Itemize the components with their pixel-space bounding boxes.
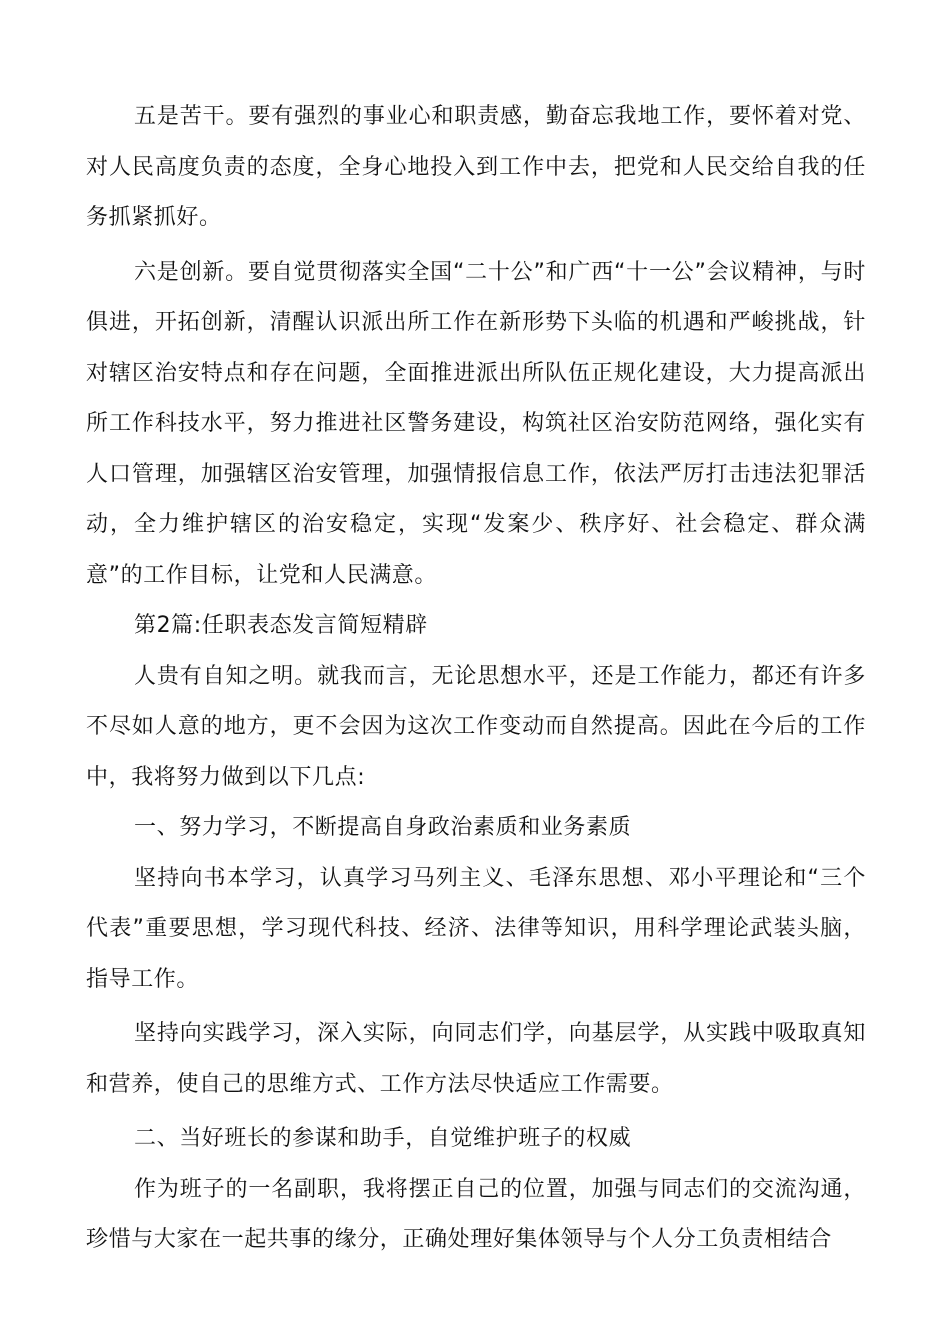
paragraph-practice-study: 坚持向实践学习，深入实际，向同志们学，向基层学，从实践中吸取真知和营养，使自己的思维方式、工作方法尽快适应工作需要。 [86, 1021, 866, 1097]
paragraph-deputy-role: 作为班子的一名副职，我将摆正自己的位置，加强与同志们的交流沟通，珍惜与大家在一起共事的缘分，正确处理好集体领导与个人分工负责相结合 [86, 1176, 866, 1252]
paragraph-innovation: 六是创新。要自觉贯彻落实全国“二十公”和广西“十一公”会议精神，与时俱进，开拓创新，清醒认识派出所工作在新形势下头临的机遇和严峻挑战，针对辖区治安特点和存在问题，全面推进派出所队伍正规化建设，大力提高派出所工作科技水平，努力推进社区警务建设，构筑社区治安防范网络，强化实有人口管理，加强辖区治安管理，加强情报信息工作，依法严厉打击违法犯罪活动，全力维护辖区的治安稳定，实现“发案少、秩序好、社会稳定、群众满意”的工作目标，让党和人民满意。 [86, 259, 866, 588]
paragraph-self-knowledge: 人贵有自知之明。就我而言，无论思想水平，还是工作能力，都还有许多不尽如人意的地方，更不会因为这次工作变动而自然提高。因此在今后的工作中，我将努力做到以下几点: [86, 663, 866, 790]
paragraph-hard-work: 五是苦干。要有强烈的事业心和职责感，勤奋忘我地工作，要怀着对党、对人民高度负责的态度，全身心地投入到工作中去，把党和人民交给自我的任务抓紧抓好。 [86, 104, 866, 230]
document-page [86, 92, 866, 1266]
section-heading-study: 一、努力学习，不断提高自身政治素质和业务素质 [134, 815, 632, 840]
paragraph-book-study: 坚持向书本学习，认真学习马列主义、毛泽东思想、邓小平理论和“三个代表”重要思想，学习现代科技、经济、法律等知识，用科学理论武装头脑，指导工作。 [86, 865, 866, 992]
article-2-title: 第2篇:任职表态发言简短精辟 [134, 613, 428, 638]
section-heading-assistant: 二、当好班长的参谋和助手，自觉维护班子的权威 [134, 1126, 632, 1151]
